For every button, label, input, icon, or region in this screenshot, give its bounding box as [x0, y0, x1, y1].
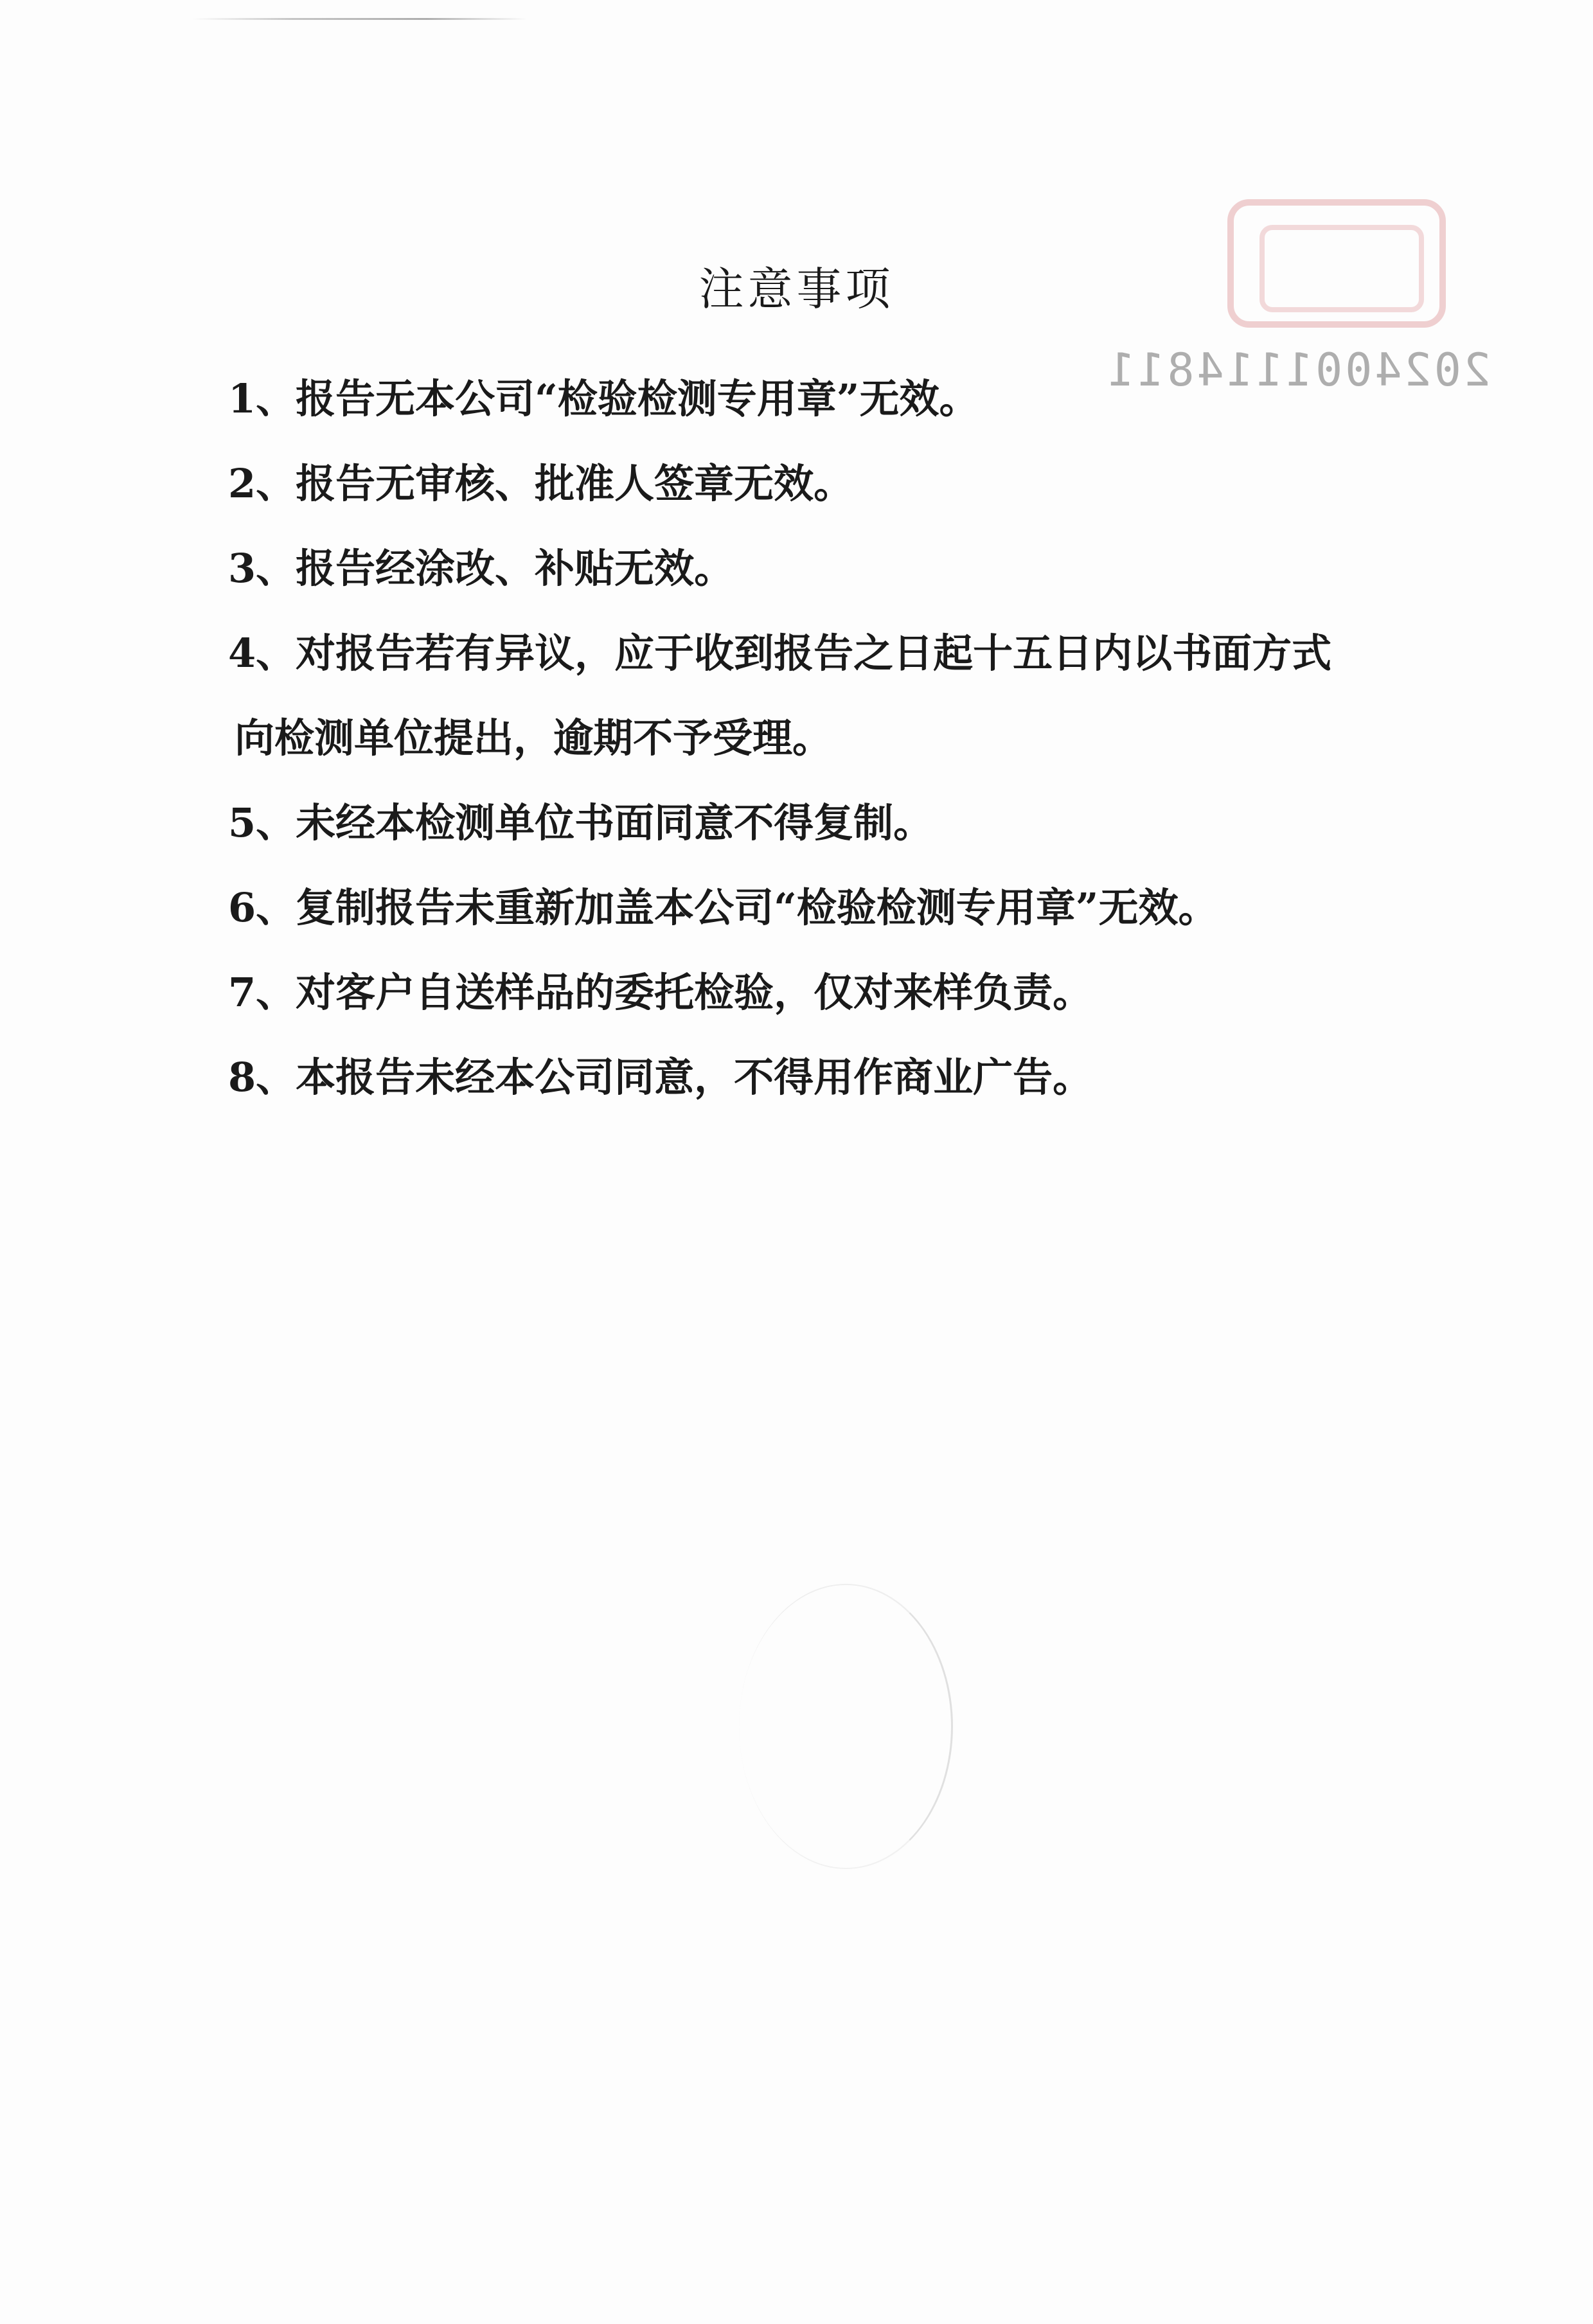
notice-number: 5、 [228, 799, 296, 846]
scan-edge-line [193, 18, 527, 20]
notice-number: 6、 [228, 884, 296, 931]
faint-seal-arc [739, 1584, 953, 1869]
notice-list [228, 357, 1385, 1120]
notice-number: 2、 [228, 460, 296, 507]
notice-item-2 [228, 441, 1385, 526]
notice-item-7 [228, 950, 1385, 1035]
notice-number: 3、 [228, 545, 296, 592]
notice-number: 7、 [228, 969, 296, 1016]
notice-text-continuation: 向检测单位提出，逾期不予受理。 [235, 714, 833, 761]
notice-item-5 [228, 781, 1385, 865]
notice-item-4 [228, 611, 1385, 781]
notice-item-6 [228, 865, 1385, 950]
notice-text: 本报告未经本公司同意，不得用作商业广告。 [296, 1054, 1093, 1101]
notice-item-8 [228, 1035, 1385, 1120]
notice-text: 对报告若有异议，应于收到报告之日起十五日内以书面方式 [296, 630, 1332, 677]
notice-item-3 [228, 526, 1385, 611]
notice-text: 对客户自送样品的委托检验，仅对来样负责。 [296, 969, 1093, 1016]
stamp-number: 2024001114811 [1105, 344, 1491, 396]
notice-number: 8、 [228, 1054, 296, 1101]
notice-number: 1、 [228, 375, 296, 422]
page-title: 注意事项 [699, 263, 894, 315]
notice-text: 报告经涂改、补贴无效。 [296, 545, 734, 592]
notice-text: 报告无审核、批准人签章无效。 [296, 460, 854, 507]
notice-text: 复制报告未重新加盖本公司“检验检测专用章”无效。 [296, 884, 1218, 931]
notice-text: 未经本检测单位书面同意不得复制。 [296, 799, 934, 846]
notice-number: 4、 [228, 630, 296, 677]
notice-item-1 [228, 357, 1385, 441]
notice-text: 报告无本公司“检验检测专用章”无效。 [296, 375, 979, 422]
